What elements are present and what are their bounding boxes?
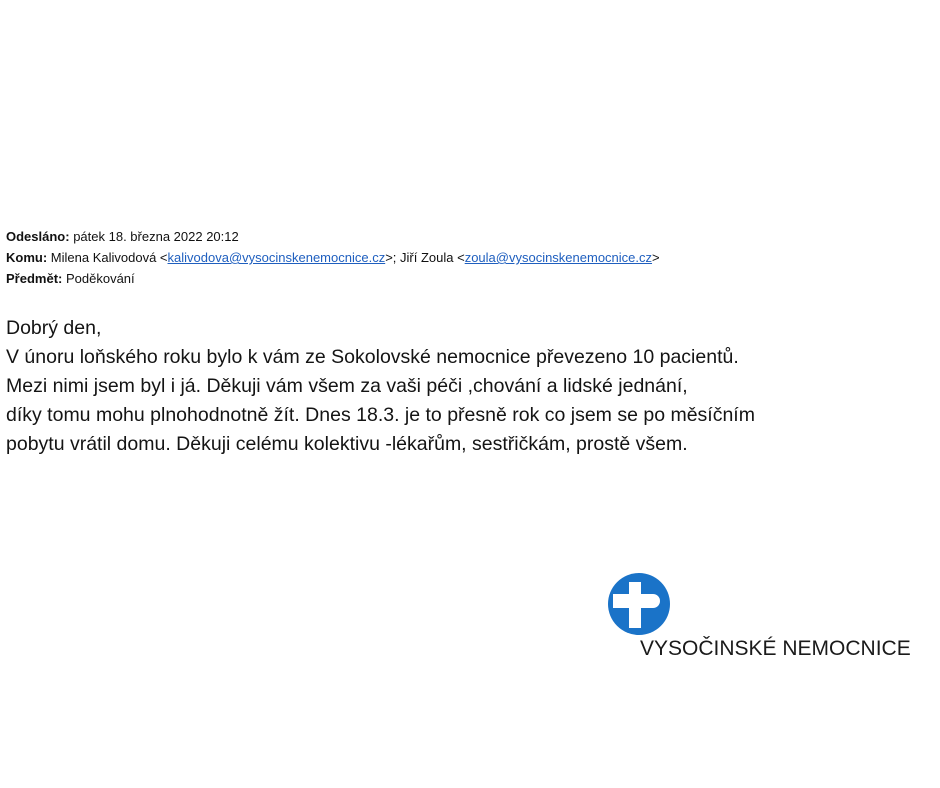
to-label: Komu: (6, 250, 48, 265)
subject-value: Poděkování (65, 271, 135, 286)
recipient2-email-link[interactable]: zoula@vysocinskenemocnice.cz (464, 250, 653, 265)
to-recipient1-name: Milena Kalivodová < (50, 250, 168, 265)
to-separator: >; Jiří Zoula < (385, 250, 465, 265)
subject-label: Předmět: (6, 271, 63, 286)
recipient1-email-link[interactable]: kalivodova@vysocinskenemocnice.cz (167, 250, 386, 265)
sent-label: Odesláno: (6, 229, 70, 244)
body-line: pobytu vrátil domu. Děkuji celému kolektivu -lékařům, sestřičkám, prostě všem. (6, 433, 688, 455)
sent-value: pátek 18. března 2022 20:12 (73, 229, 239, 244)
logo-text: VYSOČINSKÉ NEMOCNICE (640, 637, 911, 660)
body-line: V únoru loňského roku bylo k vám ze Sokolovské nemocnice převezeno 10 pacientů. (6, 346, 739, 368)
body-line: Mezi nimi jsem byl i já. Děkuji vám všem za vaši péči ,chování a lidské jednání, (6, 375, 688, 397)
to-end: > (652, 250, 660, 265)
to-line (6, 247, 906, 268)
email-body (6, 314, 936, 459)
sent-line (6, 226, 906, 247)
email-header (6, 226, 906, 289)
hospital-cross-logo-icon (607, 572, 671, 636)
body-line: díky tomu mohu plnohodnotně žít. Dnes 18.3. je to přesně rok co jsem se po měsíčním (6, 404, 755, 426)
body-line-greeting: Dobrý den, (6, 317, 102, 339)
subject-line (6, 268, 906, 289)
